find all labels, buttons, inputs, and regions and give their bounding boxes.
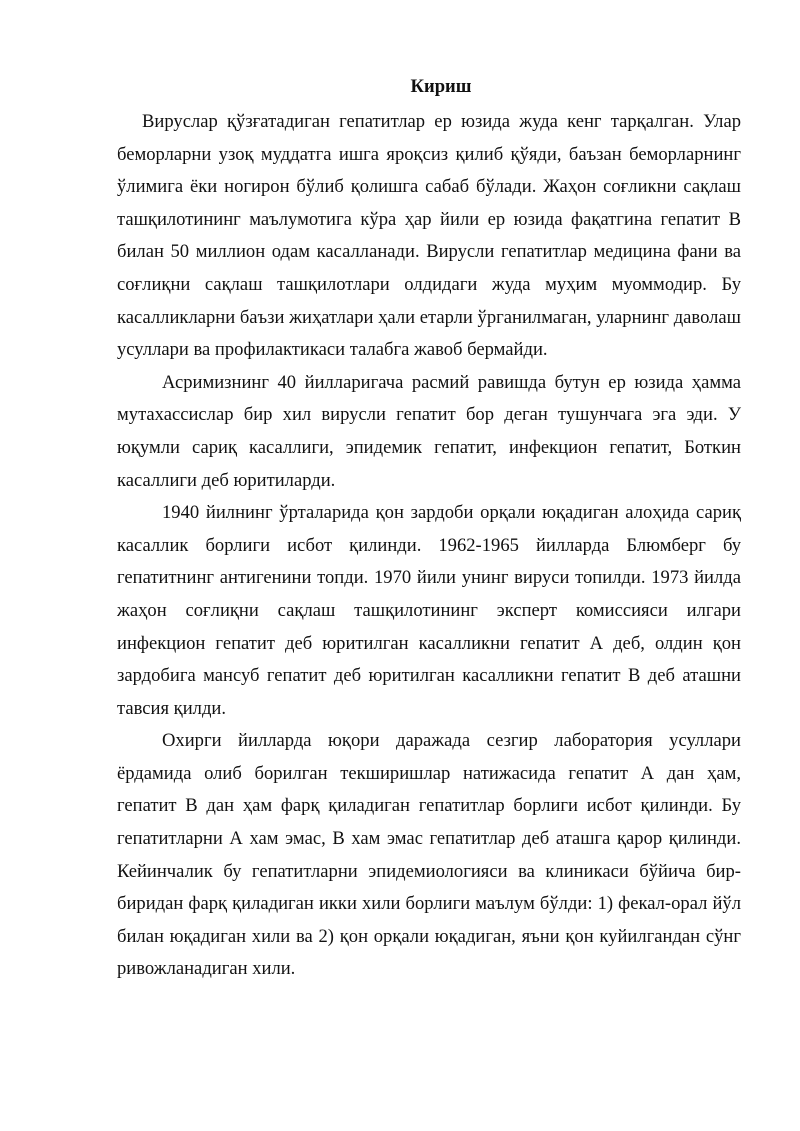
page-title: Кириш xyxy=(410,76,472,97)
paragraph-3: 1940 йилнинг ўрталарида қон зардоби орқали юқадиган алоҳида сариқ касаллик борлиги исбот қилинди. 1962-1965 йилларда Блюмберг бу гепатитнинг антигенини топди. 1970 йили унинг вируси топилди. 1973 йилда жаҳон соғлиқни сақлаш ташқилотининг эксперт комиссияси илгари инфекцион гепатит деб юритилган касалликни гепатит А деб, олдин қон зардобига мансуб гепатит деб юритилган касалликни гепатит В деб аташни тавсия қилди. xyxy=(117,502,741,719)
paragraph-4: Охирги йилларда юқори даражада сезгир лаборатория усуллари ёрдамида олиб борилган текширишлар натижасида гепатит А дан ҳам, гепатит В дан ҳам фарқ қиладиган гепатитлар борлиги исбот қилинди. Бу гепатитларни А хам эмас, В хам эмас гепатитлар деб аташга қарор қилинди. Кейинчалик бу гепатитларни эпидемиологияси ва клиникаси бўйича бир-биридан фарқ қиладиган икки хили борлиги маълум бўлди: 1) фекал-орал йўл билан юқадиган хили ва 2) қон орқали юқадиган, яъни қон куйилгандан сўнг ривожланадиган хили. xyxy=(117,730,741,980)
document-body xyxy=(117,72,741,986)
paragraph-2: Асримизнинг 40 йилларигача расмий равишда бутун ер юзида ҳамма мутахассислар бир хил вирусли гепатит бор деган тушунчага эга эди. У юқумли сариқ касаллиги, эпидемик гепатит, инфекцион гепатит, Боткин касаллиги деб юритиларди. xyxy=(117,371,741,491)
paragraph-1: Вируслар қўзғатадиган гепатитлар ер юзида жуда кенг тарқалган. Улар беморларни узоқ муддатга ишга яроқсиз қилиб қўяди, баъзан беморларнинг ўлимига ёки ногирон бўлиб қолишга сабаб бўлади. Жаҳон соғликни сақлаш ташқилотининг маълумотига кўра ҳар йили ер юзида фақатгина гепатит В билан 50 миллион одам касалланади. Вирусли гепатитлар медицина фани ва соғлиқни сақлаш ташқилотлари олдидаги жуда муҳим муоммодир. Бу касалликларни баъзи жиҳатлари ҳали етарли ўрганилмаган, уларнинг даволаш усуллари ва профилактикаси талабга жавоб бермайди. xyxy=(117,111,741,361)
